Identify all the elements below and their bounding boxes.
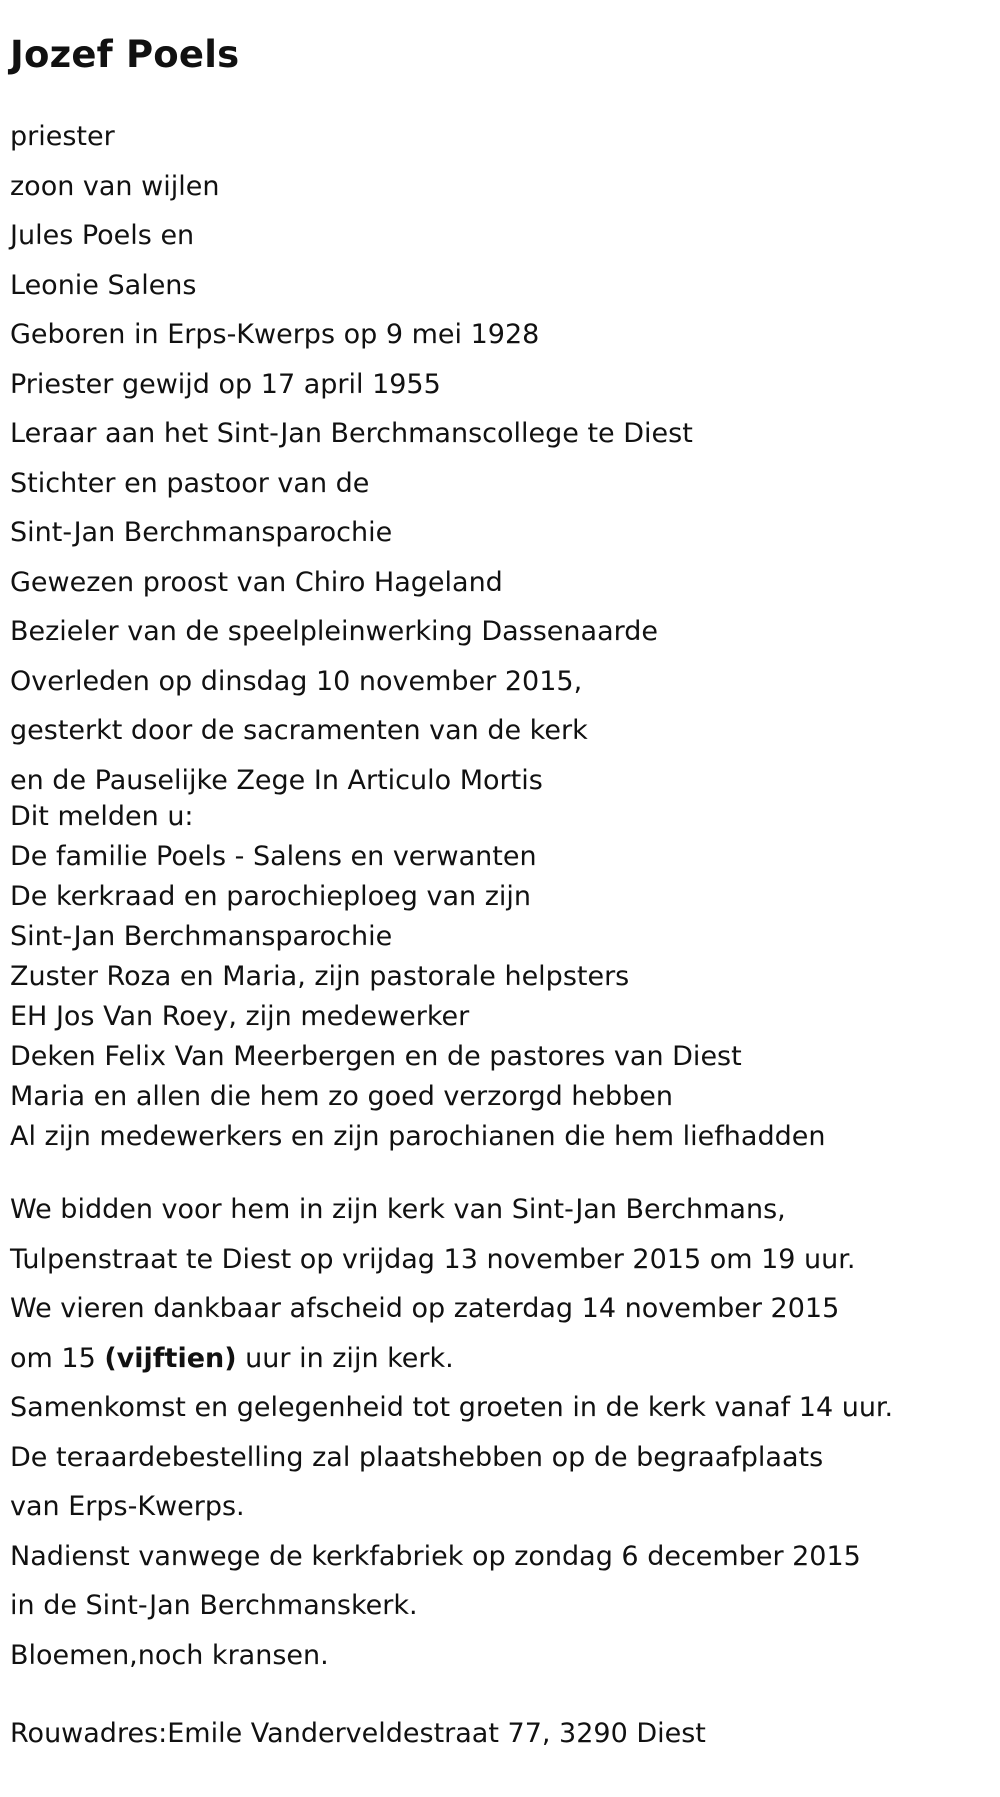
- announcer-line: Maria en allen die hem zo goed verzorgd hebben: [10, 1081, 674, 1112]
- service-time-line: [10, 1334, 990, 1384]
- intro-line: Jules Poels en: [10, 220, 195, 251]
- intro-line: priester: [10, 121, 115, 152]
- service-line: Samenkomst en gelegenheid tot groeten in de kerk vanaf 14 uur.: [10, 1392, 894, 1423]
- page-title: Jozef Poels: [10, 33, 240, 76]
- intro-line: Bezieler van de speelpleinwerking Dassenaarde: [10, 616, 658, 647]
- announcer-line: Deken Felix Van Meerbergen en de pastores van Diest: [10, 1041, 742, 1072]
- intro-line: Overleden op dinsdag 10 november 2015,: [10, 665, 583, 697]
- intro-line: Geboren in Erps-Kwerps op 9 mei 1928: [10, 319, 540, 350]
- announcer-line: De kerkraad en parochieploeg van zijn: [10, 881, 532, 912]
- service-time-post: uur in zijn kerk.: [236, 1342, 454, 1374]
- service-line: We vieren dankbaar afscheid op zaterdag 14 november 2015: [10, 1293, 840, 1324]
- intro-line: Priester gewijd op 17 april 1955: [10, 368, 441, 400]
- service-line: Tulpenstraat te Diest op vrijdag 13 november 2015 om 19 uur.: [10, 1243, 856, 1275]
- announcer-line: Zuster Roza en Maria, zijn pastorale helpsters: [10, 961, 630, 992]
- intro-line: Sint-Jan Berchmansparochie: [10, 517, 393, 548]
- intro-block: [10, 112, 990, 805]
- service-line: De teraardebestelling zal plaatshebben op de begraafplaats: [10, 1441, 824, 1473]
- announcer-line: Sint-Jan Berchmansparochie: [10, 921, 393, 952]
- announcer-line: Dit melden u:: [10, 801, 194, 832]
- intro-line: Stichter en pastoor van de: [10, 467, 370, 499]
- intro-line: Gewezen proost van Chiro Hageland: [10, 566, 503, 598]
- service-time-pre: om 15: [10, 1342, 105, 1374]
- intro-line: gesterkt door de sacramenten van de kerk: [10, 715, 588, 746]
- announcer-line: EH Jos Van Roey, zijn medewerker: [10, 1001, 470, 1032]
- intro-line: zoon van wijlen: [10, 170, 220, 202]
- intro-line: Leraar aan het Sint-Jan Berchmanscollege te Diest: [10, 418, 693, 449]
- intro-line: Leonie Salens: [10, 269, 197, 301]
- announcers-block: [10, 797, 990, 1157]
- service-line: Nadienst vanwege de kerkfabriek op zondag 6 december 2015: [10, 1540, 861, 1572]
- service-block: [10, 1185, 990, 1680]
- intro-line: en de Pauselijke Zege In Articulo Mortis: [10, 764, 543, 796]
- mourning-address: Rouwadres:Emile Vanderveldestraat 77, 3290 Diest: [10, 1718, 706, 1749]
- service-line: Bloemen,noch kransen.: [10, 1639, 329, 1671]
- announcer-line: De familie Poels - Salens en verwanten: [10, 841, 537, 872]
- service-line: We bidden voor hem in zijn kerk van Sint-Jan Berchmans,: [10, 1194, 786, 1225]
- service-line: in de Sint-Jan Berchmanskerk.: [10, 1590, 418, 1621]
- service-line: van Erps-Kwerps.: [10, 1491, 245, 1522]
- announcer-line: Al zijn medewerkers en zijn parochianen die hem liefhadden: [10, 1121, 826, 1152]
- obituary-page: [10, 0, 990, 1759]
- service-time-emphasis: (vijftien): [104, 1342, 237, 1374]
